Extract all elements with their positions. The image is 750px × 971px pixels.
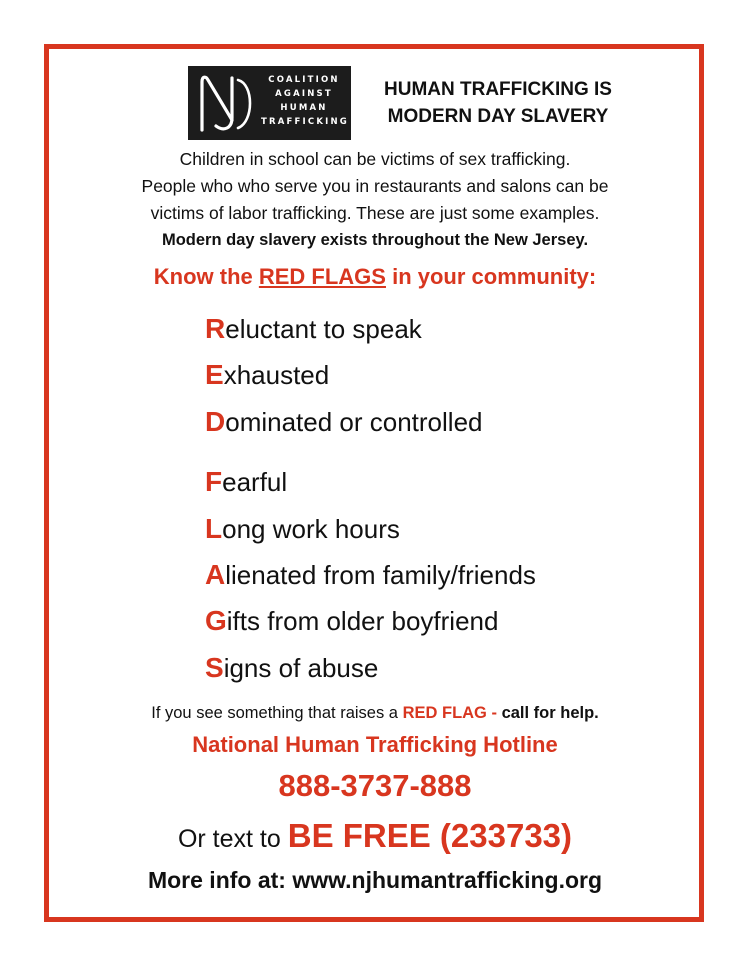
flag-text: earful — [222, 467, 288, 498]
flag-item-exhausted — [205, 352, 665, 398]
poster-headline — [368, 76, 628, 130]
intro-line-2: People who who serve you in restaurants and salons can be — [141, 176, 609, 196]
flag-letter: D — [205, 405, 226, 437]
coalition-logo-text — [261, 73, 347, 129]
flag-item-dominated — [205, 399, 665, 445]
flag-item-long-hours — [205, 506, 665, 552]
flag-item-reluctant — [205, 306, 665, 352]
flag-text: ominated or controlled — [225, 406, 483, 437]
flag-letter: E — [205, 359, 224, 391]
cta-red-flag: RED FLAG - — [402, 704, 502, 722]
intro-line-4: Modern day slavery exists throughout the New Jersey. — [161, 231, 589, 249]
flag-text: eluctant to speak — [225, 314, 422, 344]
headline-line-2: MODERN DAY SLAVERY — [387, 106, 609, 127]
red-flags-list — [205, 306, 665, 691]
call-for-help-line — [60, 704, 690, 723]
intro-line-1: Children in school can be victims of sex trafficking. — [179, 149, 571, 169]
flag-item-gifts — [205, 598, 665, 644]
flag-item-signs-of-abuse — [205, 645, 665, 691]
red-flags-heading-emphasis: RED FLAGS — [258, 264, 386, 289]
flag-letter: A — [205, 558, 226, 590]
logo-line-3: HUMAN — [280, 103, 328, 113]
logo-line-4: TRAFFICKING — [261, 117, 349, 127]
cta-call-for-help: call for help. — [501, 704, 599, 722]
flag-item-fearful — [205, 459, 665, 505]
flag-letter: R — [205, 313, 226, 344]
more-info-link[interactable]: More info at: www.njhumantrafficking.org — [147, 867, 603, 893]
text-line — [60, 812, 690, 863]
poster-header — [188, 66, 628, 140]
logo-line-2: AGAINST — [275, 89, 333, 99]
red-flags-heading-prefix: Know the — [153, 264, 259, 289]
flag-item-alienated — [205, 552, 665, 598]
logo-line-1: COALITION — [268, 75, 340, 85]
intro-paragraph — [60, 146, 690, 254]
flag-letter: L — [205, 512, 223, 544]
hotline-title: National Human Trafficking Hotline — [192, 732, 558, 757]
hotline-phone-number[interactable]: 888-3737-888 — [278, 768, 472, 803]
flag-text: igns of abuse — [223, 652, 379, 683]
text-line-code[interactable]: BE FREE (233733) — [287, 817, 573, 854]
text-line-prefix: Or text to — [177, 825, 288, 853]
nj-logo-mark — [196, 72, 258, 134]
coalition-logo — [188, 66, 351, 140]
flag-letter: G — [205, 605, 227, 637]
red-flags-heading — [60, 264, 690, 290]
cta-prefix: If you see something that raises a — [151, 704, 403, 722]
red-flags-heading-suffix: in your community: — [385, 264, 597, 289]
flag-text: ong work hours — [222, 513, 400, 544]
headline-line-1: HUMAN TRAFFICKING IS — [384, 79, 612, 100]
flag-letter: S — [205, 651, 224, 683]
flag-letter: F — [205, 466, 223, 498]
flag-text: xhausted — [223, 360, 330, 391]
intro-line-3: victims of labor trafficking. These are just some examples. — [150, 203, 600, 223]
flag-text: lienated from family/friends — [225, 559, 536, 590]
flag-text: ifts from older boyfriend — [226, 606, 499, 637]
